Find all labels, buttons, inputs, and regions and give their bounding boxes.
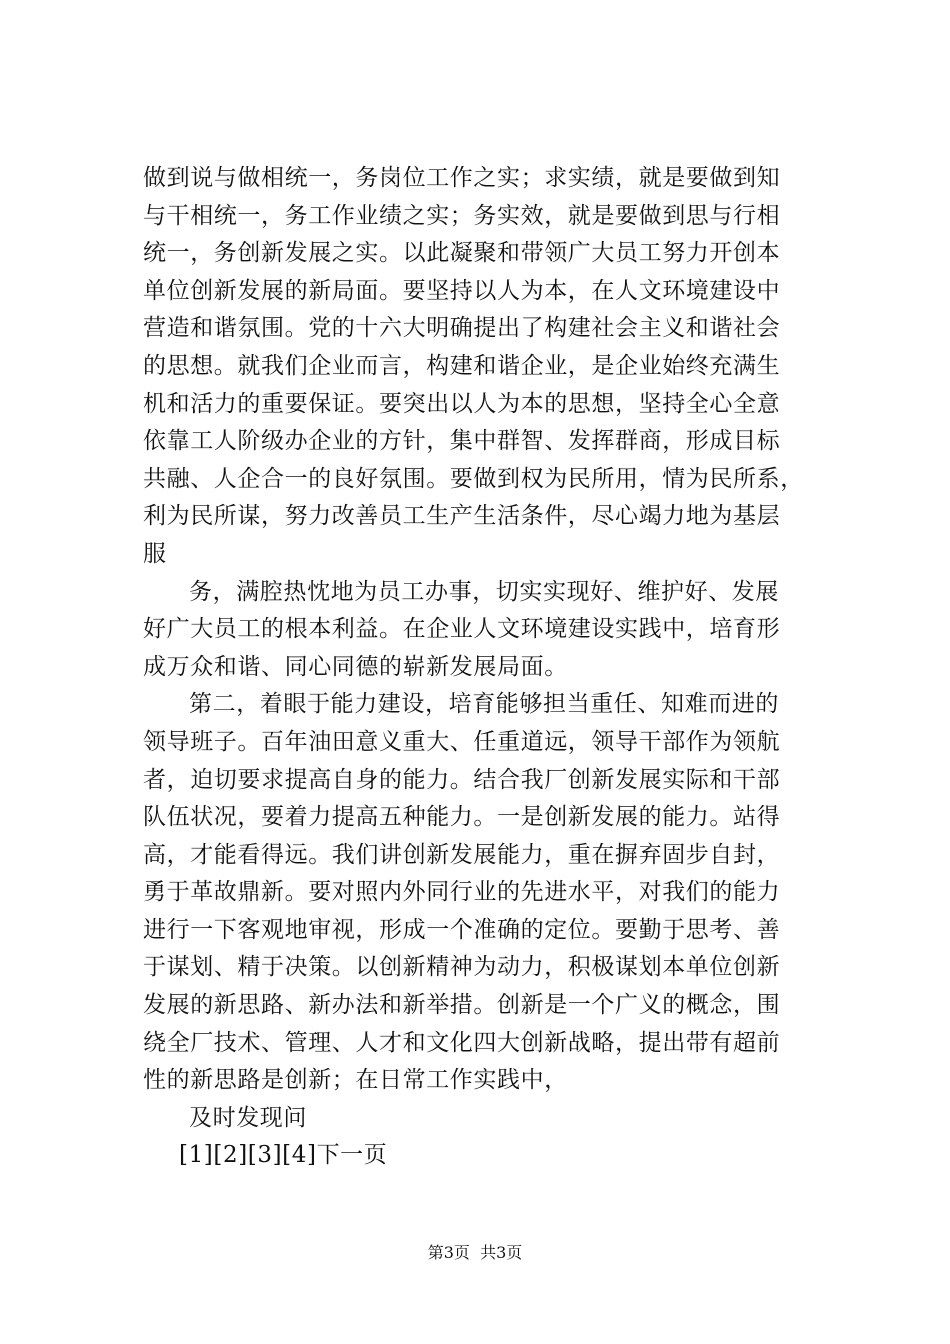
- paragraph-line: 依靠工人阶级办企业的方针，集中群智、发挥群商，形成目标: [143, 428, 781, 455]
- page-link-1[interactable]: [1]: [179, 1142, 214, 1169]
- paragraph-line: 务，满腔热忱地为员工办事，切实实现好、维护好、发展: [189, 578, 779, 605]
- paragraph-line: 与干相统一，务工作业绩之实；务实效，就是要做到思与行相: [143, 202, 781, 229]
- paragraph-line: 及时发现问: [189, 1104, 307, 1131]
- document-body: [143, 160, 843, 1175]
- paragraph-line: 进行一下客观地审视，形成一个准确的定位。要勤于思考、善: [143, 916, 781, 943]
- paragraph-line: 好广大员工的根本利益。在企业人文环境建设实践中，培育形: [143, 616, 781, 643]
- page-footer: [0, 1243, 950, 1263]
- paragraph-line: 营造和谐氛围。党的十六大明确提出了构建社会主义和谐社会: [143, 315, 781, 342]
- page-link-4[interactable]: [4]: [282, 1142, 317, 1169]
- paragraph-line: 领导班子。百年油田意义重大、任重道远，领导干部作为领航: [143, 728, 781, 755]
- paragraph-line: 勇于革故鼎新。要对照内外同行业的先进水平，对我们的能力: [143, 879, 781, 906]
- paragraph-line: 的思想。就我们企业而言，构建和谐企业，是企业始终充满生: [143, 352, 781, 379]
- paragraph-line: 于谋划、精于决策。以创新精神为动力，积极谋划本单位创新: [143, 954, 781, 981]
- paragraph-line: 做到说与做相统一，务岗位工作之实；求实绩，就是要做到知: [143, 165, 781, 191]
- paragraph-line: 成万众和谐、同心同德的崭新发展局面。: [143, 653, 568, 680]
- paragraph-line: 绕全厂技术、管理、人才和文化四大创新战略，提出带有超前: [143, 1029, 781, 1056]
- paragraph-line: 服: [143, 540, 167, 567]
- page-link-2[interactable]: [2]: [213, 1142, 248, 1169]
- paragraph-line: 性的新思路是创新；在日常工作实践中，: [143, 1067, 568, 1094]
- paragraph-line: 共融、人企合一的良好氛围。要做到权为民所用，情为民所系，: [143, 465, 804, 492]
- paragraph-line: 机和活力的重要保证。要突出以人为本的思想，坚持全心全意: [143, 390, 781, 417]
- paragraph-line: 者，迫切要求提高自身的能力。结合我厂创新发展实际和干部: [143, 766, 781, 793]
- pagination: [143, 1137, 843, 1175]
- paragraph-line: 利为民所谋，努力改善员工生产生活条件，尽心竭力地为基层: [143, 503, 781, 530]
- paragraph-line: 第二，着眼于能力建设，培育能够担当重任、知难而进的: [189, 691, 779, 718]
- page-link-3[interactable]: [3]: [247, 1142, 283, 1169]
- paragraph-line: 队伍状况，要着力提高五种能力。一是创新发展的能力。站得: [143, 804, 781, 831]
- paragraph-line: 统一，务创新发展之实。以此凝聚和带领广大员工努力开创本: [143, 240, 781, 267]
- page-number-label: 第3页 共3页: [427, 1243, 523, 1262]
- paragraph-line: 单位创新发展的新局面。要坚持以人为本，在人文环境建设中: [143, 277, 781, 304]
- next-page-link[interactable]: 下一页: [316, 1142, 388, 1169]
- paragraph-line: 发展的新思路、新办法和新举措。创新是一个广义的概念，围: [143, 992, 781, 1019]
- paragraph-line: 高，才能看得远。我们讲创新发展能力，重在摒弃固步自封，: [143, 841, 781, 868]
